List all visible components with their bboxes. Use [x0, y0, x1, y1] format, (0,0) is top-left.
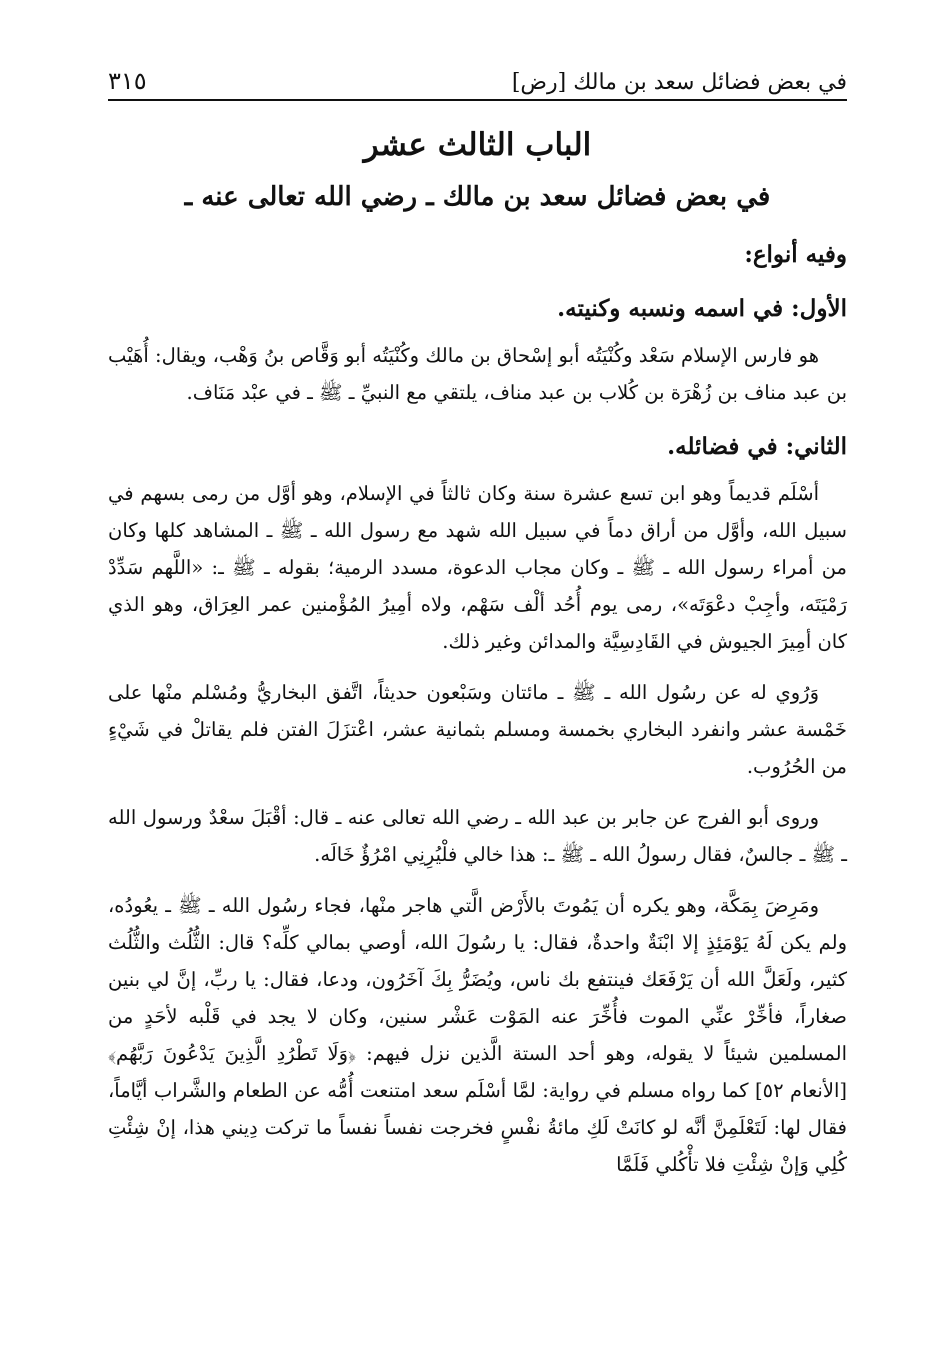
paragraph-name-lineage: هو فارس الإسلام سَعْد وكُنْيَتُه أبو إسْحاق بن مالك وكُنْيَتُه أبو وَقَّاص بنُ وَهْب، ويقال: أُهَيْب بن عبد مناف بن زُهْرَة بن كُلاب بن عبد مناف، يلتقي مع النبيِّ ـ ﷺ ـ في عبْد مَنَاف.	[108, 344, 847, 404]
paragraph-virtues: أسْلَم قديماً وهو ابن تسع عشرة سنة وكان ثالثاً في الإسلام، وهو أوَّل من رمى بسهم في سبيل الله، وأوَّل من أراق دماً في سبيل الله شهد مع رسول الله ـ ﷺ ـ المشاهد كلها وكان من أمراء رسول الله ـ ﷺ ـ وكان مجاب الدعوة، مسدد الرمية؛ بقوله ـ ﷺ ـ: «اللَّهم سَدِّدْ رَمْيَتَه، وأجِبْ دعْوَتَه»، رمى يوم أُحُد ألْف سَهْم، ولاه أمِيرُ المُؤْمنين عمر العِرَاق، وهو الذي كان أمِيرَ الجيوش في القَادِسِيَّة والمدائن وغير ذلك.	[108, 482, 847, 653]
chapter-title: الباب الثالث عشر	[363, 127, 592, 163]
paragraph-illness-mecca: ومَرِضَ بِمَكَّة، وهو يكره أن يَمُوتَ بالأَرْض الَّتي هاجر منْها، فجاء رسُول الله ـ ﷺ ـ يعُودُه، ولم يكن لَهُ يَوْمَئِذٍ إلا ابْنَةٌ واحدةٌ، فقال: يا رسُولَ الله، أوصي بمالي كلِّه؟ قال: الثُّلُث والثُّلُث كثير، ولَعَلَّ الله أن يَرْفَعَك فينتفع بك ناس، ويُضَرُّ بِكَ آخَرُون، ودعا، فقال: يا ربِّ، إنَّ لي بنين صغاراً، فأخِّرْ عنِّي الموت فأُخِّرَ عنه المَوْت عَشْر سنين، وكان لا يجد في قَلْبه لأحَدٍ من المسلمين شيئاً لا يقوله، وهو أحد الستة الَّذين نزل فيهم: ﴿وَلَا تَطْرُدِ الَّذِينَ يَدْعُونَ رَبَّهُم﴾ [الأنعام ٥٢] كما رواه مسلم في رواية: لمَّا أسْلَم سعد امتنعت أُمُّه عن الطعام والشَّراب أيَّاماً، فقال لها: لَتَعْلَمِنَّ أنَّه لو كانَتْ لَكِ مائةُ نفْسٍ فخرجت نفساً نفساً ما تركت دِيني هذا، إنْ شِئْتِ كُلِي وَإنْ شِئْتِ فلا تأْكُلي فَلَمَّا	[108, 894, 847, 1176]
section-heading-second: الثاني: في فضائله.	[667, 433, 847, 460]
running-header	[108, 55, 847, 101]
running-title: في بعض فضائل سعد بن مالك [رض]	[511, 70, 847, 95]
chapter-subtitle: في بعض فضائل سعد بن مالك ـ رضي الله تعالى عنه ـ	[184, 182, 771, 212]
paragraph-narrations: وَرُوي له عن رسُول الله ـ ﷺ ـ مائتان وسَبْعون حديثاً، اتَّفق البخاريُّ ومُسْلم منْها على خَمْسة عشر وانفرد البخاري بخمسة ومسلم بثمانية عشر، اعْتزَلَ الفتن فلم يقاتلْ في شَيْءٍ من الحُرُوب.	[108, 681, 847, 778]
page-number: ٣١٥	[108, 67, 147, 95]
section-heading-first: الأول: في اسمه ونسبه وكنيته.	[557, 295, 847, 322]
paragraph-jabir-report: وروى أبو الفرج عن جابر بن عبد الله ـ رضي الله تعالى عنه ـ قال: أقْبَلَ سعْدٌ ورسول الله ـ ﷺ ـ جالسٌ، فقال رسولُ الله ـ ﷺ ـ: هذا خالي فلْيُرِنِي امْرُؤٌ خَالَه.	[108, 806, 847, 866]
kinds-label: وفيه أنواع:	[744, 241, 847, 268]
